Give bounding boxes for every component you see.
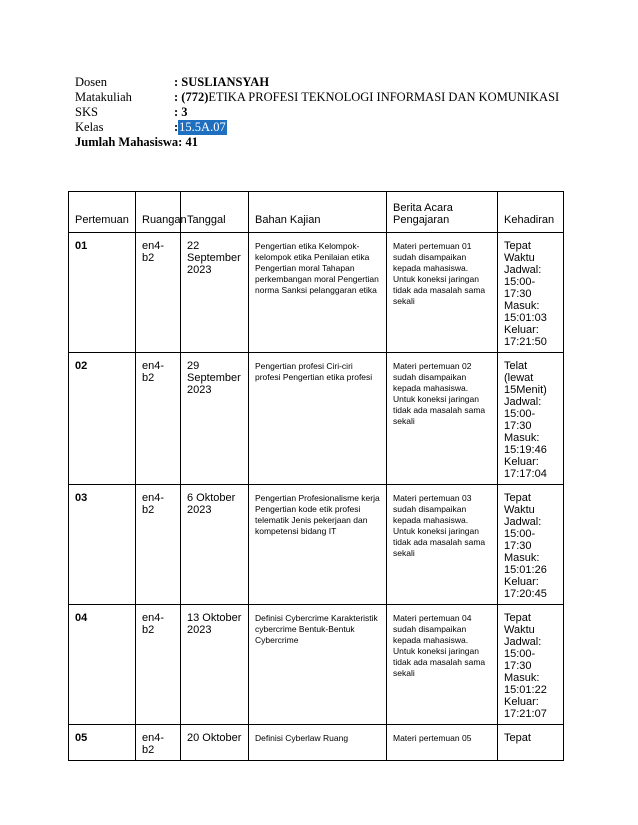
attendance-table bbox=[68, 191, 564, 761]
cell-pertemuan: 01 bbox=[69, 233, 136, 353]
cell-ruangan: en4-b2 bbox=[136, 725, 181, 761]
table-row bbox=[69, 233, 564, 353]
cell-kehadiran: Telat (lewat 15Menit) Jadwal: 15:00-17:30 Masuk: 15:19:46 Keluar: 17:17:04 bbox=[498, 353, 564, 485]
course-header bbox=[75, 75, 559, 150]
cell-berita-acara: Materi pertemuan 02 sudah disampaikan kepada mahasiswa. Untuk koneksi jaringan tidak ada masalah sama sekali bbox=[387, 353, 498, 485]
cell-tanggal: 13 Oktober 2023 bbox=[181, 605, 249, 725]
cell-ruangan: en4-b2 bbox=[136, 605, 181, 725]
cell-berita-acara: Materi pertemuan 04 sudah disampaikan kepada mahasiswa. Untuk koneksi jaringan tidak ada masalah sama sekali bbox=[387, 605, 498, 725]
matakuliah-label: Matakuliah bbox=[75, 90, 132, 104]
table-row bbox=[69, 353, 564, 485]
cell-tanggal: 6 Oktober 2023 bbox=[181, 485, 249, 605]
kelas-separator: : bbox=[174, 120, 179, 134]
sks-value: : 3 bbox=[174, 105, 188, 119]
cell-berita-acara: Materi pertemuan 05 bbox=[387, 725, 498, 761]
matakuliah-row bbox=[75, 90, 559, 105]
cell-bahan-kajian: Definisi Cyberlaw Ruang bbox=[249, 725, 387, 761]
matakuliah-name: ETIKA PROFESI TEKNOLOGI INFORMASI DAN KOMUNIKASI bbox=[208, 90, 560, 104]
cell-pertemuan: 05 bbox=[69, 725, 136, 761]
dosen-value: : SUSLIANSYAH bbox=[174, 75, 270, 89]
kelas-label: Kelas bbox=[75, 120, 104, 134]
cell-tanggal: 22 September 2023 bbox=[181, 233, 249, 353]
sks-row bbox=[75, 105, 559, 120]
sks-label: SKS bbox=[75, 105, 98, 119]
cell-ruangan: en4-b2 bbox=[136, 353, 181, 485]
cell-bahan-kajian: Definisi Cybercrime Karakteristik cybercrime Bentuk-Bentuk Cybercrime bbox=[249, 605, 387, 725]
jumlah-value: : 41 bbox=[178, 135, 198, 149]
cell-berita-acara: Materi pertemuan 03 sudah disampaikan kepada mahasiswa. Untuk koneksi jaringan tidak ada masalah sama sekali bbox=[387, 485, 498, 605]
cell-berita-acara: Materi pertemuan 01 sudah disampaikan kepada mahasiswa. Untuk koneksi jaringan tidak ada masalah sama sekali bbox=[387, 233, 498, 353]
matakuliah-code: : (772) bbox=[174, 90, 209, 104]
dosen-label: Dosen bbox=[75, 75, 107, 89]
col-header-bahan-kajian: Bahan Kajian bbox=[249, 192, 387, 233]
table-row bbox=[69, 605, 564, 725]
col-header-ruangan: Ruangan bbox=[136, 192, 181, 233]
col-header-pertemuan: Pertemuan bbox=[69, 192, 136, 233]
table-row bbox=[69, 725, 564, 761]
cell-bahan-kajian: Pengertian etika Kelompok-kelompok etika Penilaian etika Pengertian moral Tahapan perkembangan moral Pengertian norma Sanksi pelanggaran etika bbox=[249, 233, 387, 353]
dosen-row bbox=[75, 75, 559, 90]
col-header-tanggal: Tanggal bbox=[181, 192, 249, 233]
jumlah-label: Jumlah Mahasiswa bbox=[75, 135, 179, 149]
cell-kehadiran: Tepat Waktu Jadwal: 15:00-17:30 Masuk: 15:01:03 Keluar: 17:21:50 bbox=[498, 233, 564, 353]
cell-bahan-kajian: Pengertian profesi Ciri-ciri profesi Pengertian etika profesi bbox=[249, 353, 387, 485]
jumlah-row bbox=[75, 135, 559, 150]
cell-ruangan: en4-b2 bbox=[136, 485, 181, 605]
cell-kehadiran: Tepat Waktu Jadwal: 15:00-17:30 Masuk: 15:01:26 Keluar: 17:20:45 bbox=[498, 485, 564, 605]
table-row bbox=[69, 485, 564, 605]
cell-pertemuan: 02 bbox=[69, 353, 136, 485]
cell-bahan-kajian: Pengertian Profesionalisme kerja Pengertian kode etik profesi telematik Jenis pekerjaan dan kompetensi bidang IT bbox=[249, 485, 387, 605]
kelas-value[interactable]: 15.5A.07 bbox=[179, 120, 226, 134]
col-header-berita-acara: Berita Acara Pengajaran bbox=[387, 192, 498, 233]
cell-ruangan: en4-b2 bbox=[136, 233, 181, 353]
cell-kehadiran: Tepat Waktu Jadwal: 15:00-17:30 Masuk: 15:01:22 Keluar: 17:21:07 bbox=[498, 605, 564, 725]
col-header-kehadiran: Kehadiran bbox=[498, 192, 564, 233]
cell-pertemuan: 04 bbox=[69, 605, 136, 725]
table-header-row bbox=[69, 192, 564, 233]
cell-tanggal: 29 September 2023 bbox=[181, 353, 249, 485]
cell-tanggal: 20 Oktober bbox=[181, 725, 249, 761]
cell-kehadiran: Tepat bbox=[498, 725, 564, 761]
kelas-row bbox=[75, 120, 559, 135]
cell-pertemuan: 03 bbox=[69, 485, 136, 605]
